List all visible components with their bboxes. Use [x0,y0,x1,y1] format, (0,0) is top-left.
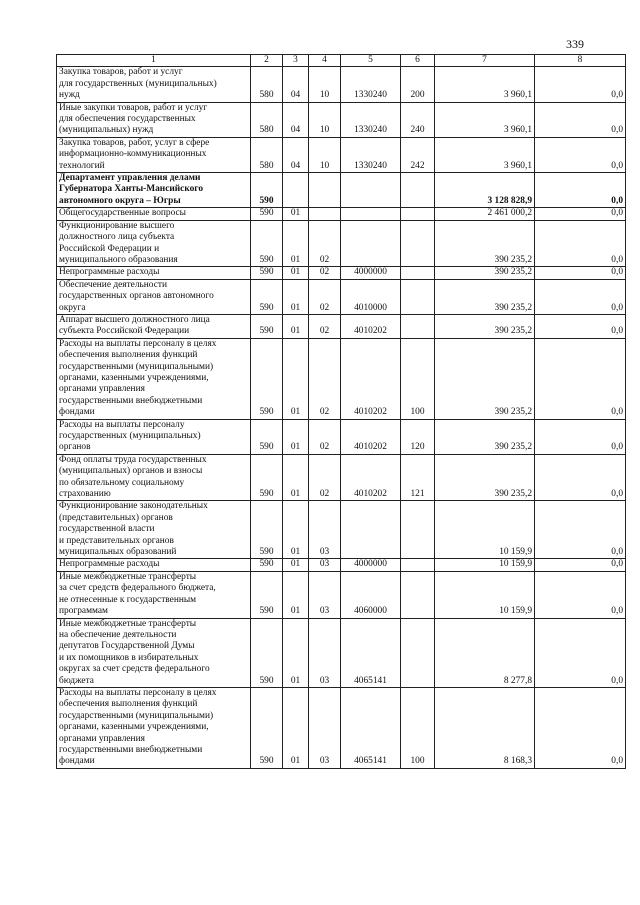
amount-change: 0,0 [535,279,626,314]
column-header: 5 [341,55,401,67]
subsection-code: 02 [309,267,341,279]
row-name: Расходы на выплаты персоналу в целях обеспечения выполнения функций государственными (муниципальными) органами, казенными учреждениями, органами управления государственными внебюджетными фондами [57,338,251,419]
target-code: 1330240 [341,67,401,102]
subsection-code: 02 [309,338,341,419]
target-code: 4000000 [341,267,401,279]
section-code: 01 [283,208,309,220]
column-header: 6 [401,55,435,67]
column-header: 7 [435,55,535,67]
column-header: 2 [251,55,283,67]
row-name: Иные закупки товаров, работ и услуг для обеспечения государственных (муниципальных) нужд [57,102,251,137]
row-name: Расходы на выплаты персоналу государственных (муниципальных) органов [57,419,251,454]
gr-code: 590 [251,208,283,220]
expense-type-code [401,173,435,208]
subsection-code: 03 [309,559,341,571]
target-code: 4010202 [341,454,401,501]
expense-type-code: 121 [401,454,435,501]
row-name: Непрограммные расходы [57,267,251,279]
row-name: Непрограммные расходы [57,559,251,571]
row-name: Иные межбюджетные трансферты на обеспечение деятельности депутатов Государственной Думы и их помощников в избирательных округах за счет средств федерального бюджета [57,618,251,687]
amount-change: 0,0 [535,419,626,454]
column-header: 8 [535,55,626,67]
column-header: 4 [309,55,341,67]
target-code: 4000000 [341,559,401,571]
row-name: Общегосударственные вопросы [57,208,251,220]
section-code: 01 [283,220,309,267]
expense-type-code [401,267,435,279]
gr-code: 590 [251,173,283,208]
target-code [341,208,401,220]
amount-change: 0,0 [535,501,626,559]
amount: 10 159,9 [435,571,535,618]
target-code: 4065141 [341,618,401,687]
table-row [57,618,626,687]
amount-change: 0,0 [535,571,626,618]
table-row [57,501,626,559]
section-code [283,173,309,208]
table-row [57,314,626,338]
expense-type-code: 120 [401,419,435,454]
expense-type-code: 100 [401,687,435,768]
subsection-code: 02 [309,314,341,338]
subsection-code: 02 [309,279,341,314]
expense-type-code [401,208,435,220]
section-code: 04 [283,137,309,172]
expense-type-code [401,571,435,618]
gr-code: 580 [251,67,283,102]
row-name: Закупка товаров, работ, услуг в сфере информационно-коммуникационных технологий [57,137,251,172]
amount-change: 0,0 [535,559,626,571]
target-code [341,173,401,208]
section-code: 01 [283,687,309,768]
table-row [57,137,626,172]
table-row [57,454,626,501]
section-code: 01 [283,501,309,559]
amount: 390 235,2 [435,279,535,314]
gr-code: 590 [251,571,283,618]
table-row [57,279,626,314]
row-name: Закупка товаров, работ и услуг для государственных (муниципальных) нужд [57,67,251,102]
section-code: 01 [283,419,309,454]
table-row [57,102,626,137]
subsection-code: 03 [309,687,341,768]
target-code [341,220,401,267]
row-name: Обеспечение деятельности государственных органов автономного округа [57,279,251,314]
subsection-code: 10 [309,67,341,102]
amount: 390 235,2 [435,454,535,501]
expense-type-code [401,501,435,559]
subsection-code: 10 [309,102,341,137]
target-code: 1330240 [341,137,401,172]
section-code: 01 [283,618,309,687]
budget-table [56,54,626,769]
amount-change: 0,0 [535,618,626,687]
amount-change: 0,0 [535,687,626,768]
amount: 8 168,3 [435,687,535,768]
subsection-code [309,173,341,208]
table-row [57,173,626,208]
amount: 3 960,1 [435,102,535,137]
page-number: 339 [566,37,584,51]
subsection-code: 03 [309,571,341,618]
subsection-code: 03 [309,618,341,687]
amount: 390 235,2 [435,419,535,454]
gr-code: 590 [251,419,283,454]
table-row [57,267,626,279]
section-code: 01 [283,267,309,279]
section-code: 04 [283,102,309,137]
amount-change: 0,0 [535,137,626,172]
gr-code: 590 [251,314,283,338]
target-code: 1330240 [341,102,401,137]
amount-change: 0,0 [535,338,626,419]
row-name: Расходы на выплаты персоналу в целях обеспечения выполнения функций государственными (муниципальными) органами, казенными учреждениями, органами управления государственными внебюджетными фондами [57,687,251,768]
amount: 390 235,2 [435,220,535,267]
amount: 10 159,9 [435,501,535,559]
amount: 2 461 000,2 [435,208,535,220]
amount-change: 0,0 [535,67,626,102]
expense-type-code [401,618,435,687]
row-name: Фонд оплаты труда государственных (муниципальных) органов и взносы по обязательному социальному страхованию [57,454,251,501]
amount: 8 277,8 [435,618,535,687]
table-row [57,687,626,768]
row-name: Функционирование высшего должностного лица субъекта Российской Федерации и муниципального образования [57,220,251,267]
subsection-code [309,208,341,220]
expense-type-code: 242 [401,137,435,172]
row-name: Департамент управления делами Губернатора Ханты-Мансийского автономного округа – Югры [57,173,251,208]
section-code: 01 [283,314,309,338]
gr-code: 590 [251,501,283,559]
row-name: Аппарат высшего должностного лица субъекта Российской Федерации [57,314,251,338]
subsection-code: 03 [309,501,341,559]
row-name: Функционирование законодательных (представительных) органов государственной власти и представительных органов муниципальных образований [57,501,251,559]
table-row [57,419,626,454]
subsection-code: 02 [309,454,341,501]
amount-change: 0,0 [535,173,626,208]
target-code: 4010202 [341,338,401,419]
amount: 390 235,2 [435,267,535,279]
section-code: 01 [283,279,309,314]
subsection-code: 02 [309,419,341,454]
amount-change: 0,0 [535,102,626,137]
gr-code: 590 [251,618,283,687]
expense-type-code [401,314,435,338]
amount: 3 960,1 [435,137,535,172]
subsection-code: 10 [309,137,341,172]
gr-code: 580 [251,102,283,137]
gr-code: 590 [251,279,283,314]
target-code: 4010000 [341,279,401,314]
expense-type-code [401,279,435,314]
target-code: 4010202 [341,314,401,338]
section-code: 01 [283,571,309,618]
expense-type-code [401,559,435,571]
gr-code: 590 [251,338,283,419]
target-code [341,501,401,559]
amount-change: 0,0 [535,314,626,338]
section-code: 01 [283,338,309,419]
amount-change: 0,0 [535,220,626,267]
gr-code: 590 [251,687,283,768]
table-row [57,571,626,618]
target-code: 4060000 [341,571,401,618]
gr-code: 590 [251,454,283,501]
expense-type-code [401,220,435,267]
column-header: 1 [57,55,251,67]
section-code: 04 [283,67,309,102]
expense-type-code: 240 [401,102,435,137]
section-code: 01 [283,559,309,571]
table-row [57,559,626,571]
subsection-code: 02 [309,220,341,267]
gr-code: 590 [251,559,283,571]
amount: 3 960,1 [435,67,535,102]
expense-type-code: 100 [401,338,435,419]
table-row [57,338,626,419]
amount-change: 0,0 [535,208,626,220]
target-code: 4065141 [341,687,401,768]
table-row [57,208,626,220]
target-code: 4010202 [341,419,401,454]
gr-code: 590 [251,267,283,279]
table-row [57,67,626,102]
amount: 10 159,9 [435,559,535,571]
amount: 3 128 828,9 [435,173,535,208]
gr-code: 580 [251,137,283,172]
amount: 390 235,2 [435,314,535,338]
header-row [57,55,626,67]
table-row [57,220,626,267]
expense-type-code: 200 [401,67,435,102]
amount-change: 0,0 [535,267,626,279]
amount-change: 0,0 [535,454,626,501]
section-code: 01 [283,454,309,501]
column-header: 3 [283,55,309,67]
amount: 390 235,2 [435,338,535,419]
gr-code: 590 [251,220,283,267]
row-name: Иные межбюджетные трансферты за счет средств федерального бюджета, не отнесенные к государственным программам [57,571,251,618]
